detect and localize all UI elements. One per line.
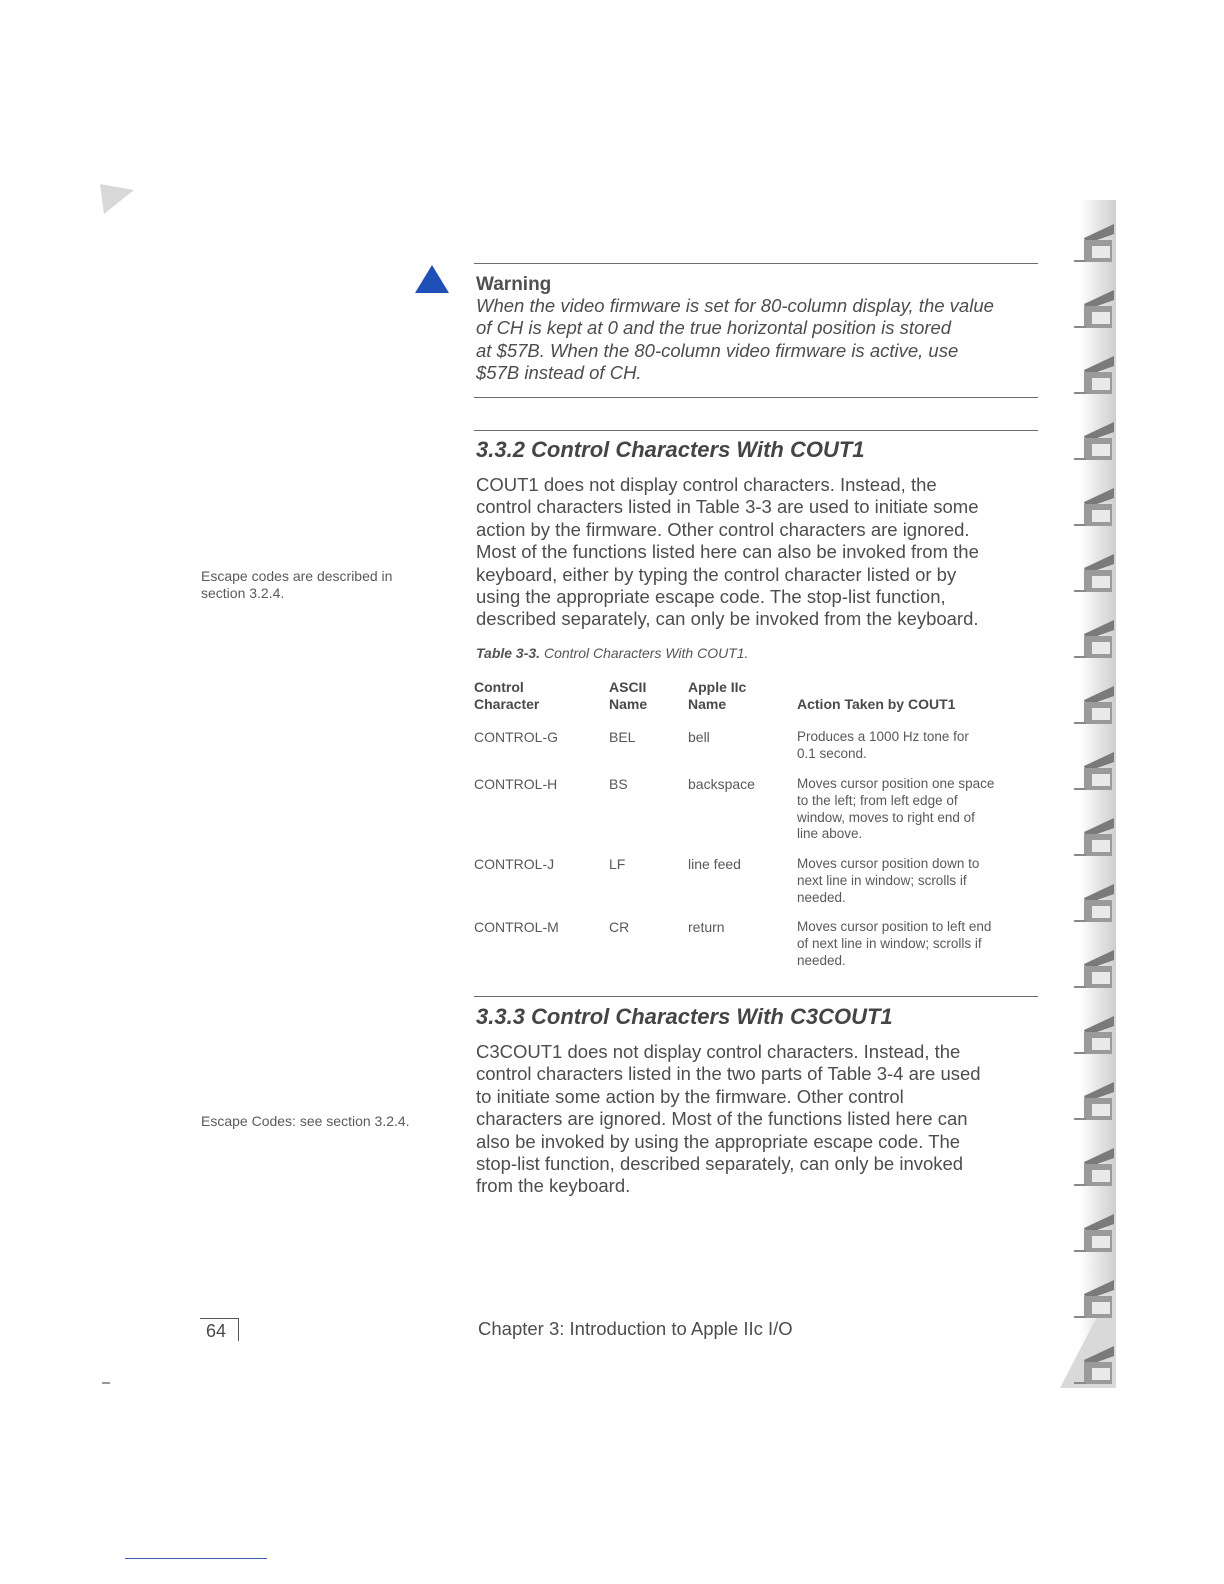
action-line: Moves cursor position down to: [797, 856, 980, 871]
warning-line: at $57B. When the 80-column video firmware is active, use: [476, 339, 959, 361]
table-cell-action: [797, 729, 1037, 763]
body-line: keyboard, either by typing the control character listed or by: [476, 563, 957, 585]
table-cell-control: CONTROL-J: [474, 856, 555, 872]
side-note-line: section 3.2.4.: [201, 585, 285, 601]
header-line: Control: [474, 679, 524, 695]
body-line: control characters listed in the two parts of Table 3-4 are used: [476, 1063, 981, 1085]
header-line: ASCII: [609, 679, 647, 695]
body-line: COUT1 does not display control characters. Instead, the: [476, 474, 937, 495]
warning-triangle-icon: [414, 264, 450, 294]
table-cell-ascii: LF: [609, 856, 626, 872]
side-note-escape-codes-ref: Escape Codes: see section 3.2.4.: [201, 1113, 410, 1129]
action-line: Moves cursor position one space: [797, 776, 995, 791]
page-corner-mark: [100, 184, 134, 214]
warning-line: $57B instead of CH.: [476, 362, 642, 384]
side-note-escape-codes: [201, 568, 392, 602]
body-line: described separately, can only be invoked from the keyboard.: [476, 608, 979, 630]
table-cell-ascii: CR: [609, 919, 630, 935]
table-cell-apple: line feed: [688, 856, 741, 872]
table-caption: [476, 645, 748, 661]
body-line: C3COUT1 does not display control characters. Instead, the: [476, 1041, 961, 1062]
footer-chapter-title: Chapter 3: Introduction to Apple IIc I/O: [478, 1318, 793, 1339]
header-line: Name: [609, 696, 648, 712]
table-cell-ascii: BS: [609, 776, 628, 792]
body-line: characters are ignored. Most of the functions listed here can: [476, 1108, 968, 1130]
section-heading-333: 3.3.3 Control Characters With C3COUT1: [476, 1004, 893, 1029]
body-line: control characters listed in Table 3-3 are used to initiate some: [476, 496, 979, 518]
table-cell-control: CONTROL-M: [474, 919, 559, 935]
action-line: line above.: [797, 826, 863, 842]
section-rule: [474, 430, 1038, 431]
table-cell-apple: backspace: [688, 776, 755, 792]
table-cell-apple: return: [688, 919, 725, 935]
warning-top-rule: [474, 263, 1038, 264]
scan-speck: [102, 1382, 110, 1384]
body-line: to initiate some action by the firmware. Other control: [476, 1085, 904, 1107]
action-line: 0.1 second.: [797, 745, 867, 761]
page-number: 64: [200, 1318, 239, 1341]
section-body-333: [476, 1041, 1046, 1198]
action-line: next line in window; scrolls if: [797, 872, 967, 888]
spiral-binding: [1060, 200, 1116, 1388]
body-line: using the appropriate escape code. The stop-list function,: [476, 586, 946, 608]
action-line: needed.: [797, 952, 846, 968]
header-apple-name: [688, 679, 746, 713]
table-cell-action: [797, 856, 1037, 906]
table-caption-text: Control Characters With COUT1.: [543, 645, 749, 661]
table-caption-label: Table 3-3.: [476, 645, 541, 661]
table-cell-action: [797, 776, 1037, 843]
action-line: Moves cursor position to left end: [797, 919, 992, 934]
header-action: Action Taken by COUT1: [797, 696, 956, 712]
action-line: Produces a 1000 Hz tone for: [797, 729, 969, 744]
section-rule: [474, 996, 1038, 997]
table-cell-control: CONTROL-G: [474, 729, 558, 745]
body-line: from the keyboard.: [476, 1175, 631, 1197]
body-line: stop-list function, described separately, can only be invoked: [476, 1153, 964, 1175]
warning-body: [476, 295, 1046, 385]
action-line: of next line in window; scrolls if: [797, 935, 982, 951]
warning-title: Warning: [476, 274, 552, 295]
warning-bottom-rule: [474, 397, 1038, 398]
action-line: to the left; from left edge of: [797, 792, 958, 808]
warning-line: When the video firmware is set for 80-column display, the value: [476, 295, 994, 316]
header-line: Name: [688, 696, 727, 712]
header-control-character: [474, 679, 539, 713]
warning-line: of CH is kept at 0 and the true horizontal position is stored: [476, 317, 952, 339]
bottom-rule: [125, 1558, 267, 1559]
table-cell-control: CONTROL-H: [474, 776, 558, 792]
side-note-line: Escape codes are described in: [201, 568, 393, 584]
header-ascii-name: [609, 679, 647, 713]
body-line: Most of the functions listed here can also be invoked from the: [476, 541, 979, 563]
body-line: action by the firmware. Other control characters are ignored.: [476, 518, 970, 540]
table-cell-ascii: BEL: [609, 729, 636, 745]
action-line: needed.: [797, 889, 846, 905]
action-line: window, moves to right end of: [797, 809, 975, 825]
body-line: also be invoked by using the appropriate escape code. The: [476, 1130, 961, 1152]
section-body-332: [476, 474, 1046, 631]
header-line: Character: [474, 696, 540, 712]
header-line: Apple IIc: [688, 679, 747, 695]
table-cell-apple: bell: [688, 729, 710, 745]
section-heading-332: 3.3.2 Control Characters With COUT1: [476, 437, 865, 462]
table-cell-action: [797, 919, 1037, 969]
